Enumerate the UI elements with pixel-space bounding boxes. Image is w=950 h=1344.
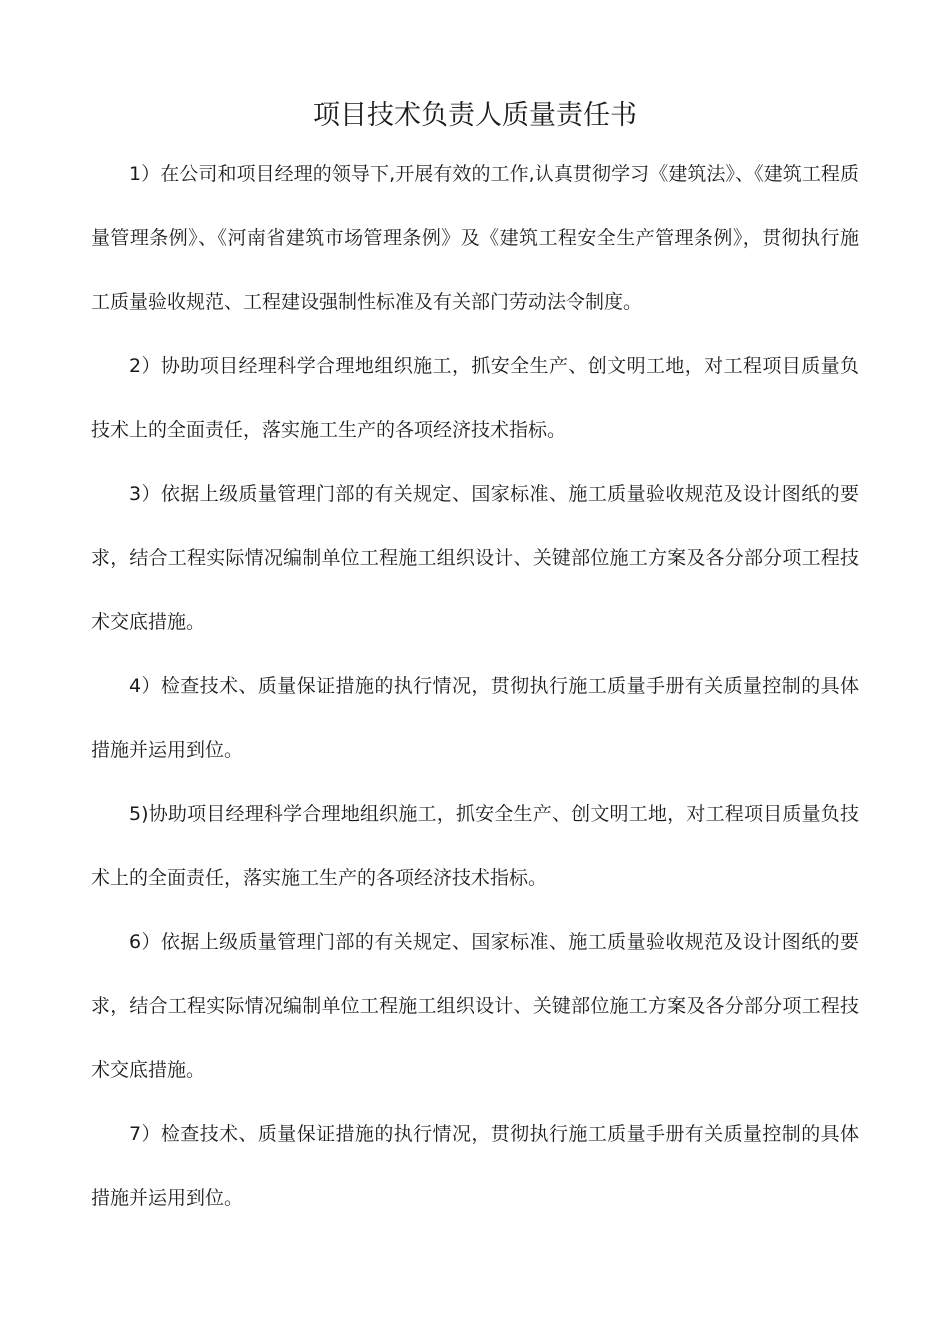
paragraph-1: 1）在公司和项目经理的领导下,开展有效的工作,认真贯彻学习《建筑法》、《建筑工程质量管理条例》、《河南省建筑市场管理条例》及《建筑工程安全生产管理条例》，贯彻执行施工质量验收规范、工程建设强制性标准及有关部门劳动法令制度。 [91, 163, 859, 313]
paragraph-6: 6）依据上级质量管理门部的有关规定、国家标准、施工质量验收规范及设计图纸的要求，结合工程实际情况编制单位工程施工组织设计、关键部位施工方案及各分部分项工程技术交底措施。 [91, 931, 859, 1081]
document-title: 项目技术负责人质量责任书 [313, 100, 637, 132]
paragraph-3: 3）依据上级质量管理门部的有关规定、国家标准、施工质量验收规范及设计图纸的要求，结合工程实际情况编制单位工程施工组织设计、关键部位施工方案及各分部分项工程技术交底措施。 [91, 483, 859, 633]
paragraph-4: 4）检查技术、质量保证措施的执行情况，贯彻执行施工质量手册有关质量控制的具体措施并运用到位。 [91, 675, 859, 761]
paragraph-7: 7）检查技术、质量保证措施的执行情况，贯彻执行施工质量手册有关质量控制的具体措施并运用到位。 [91, 1123, 859, 1209]
paragraph-5: 5)协助项目经理科学合理地组织施工，抓安全生产、创文明工地，对工程项目质量负技术上的全面责任，落实施工生产的各项经济技术指标。 [91, 803, 859, 889]
paragraph-2: 2）协助项目经理科学合理地组织施工，抓安全生产、创文明工地，对工程项目质量负技术上的全面责任，落实施工生产的各项经济技术指标。 [91, 355, 859, 441]
document-body [91, 142, 859, 1230]
